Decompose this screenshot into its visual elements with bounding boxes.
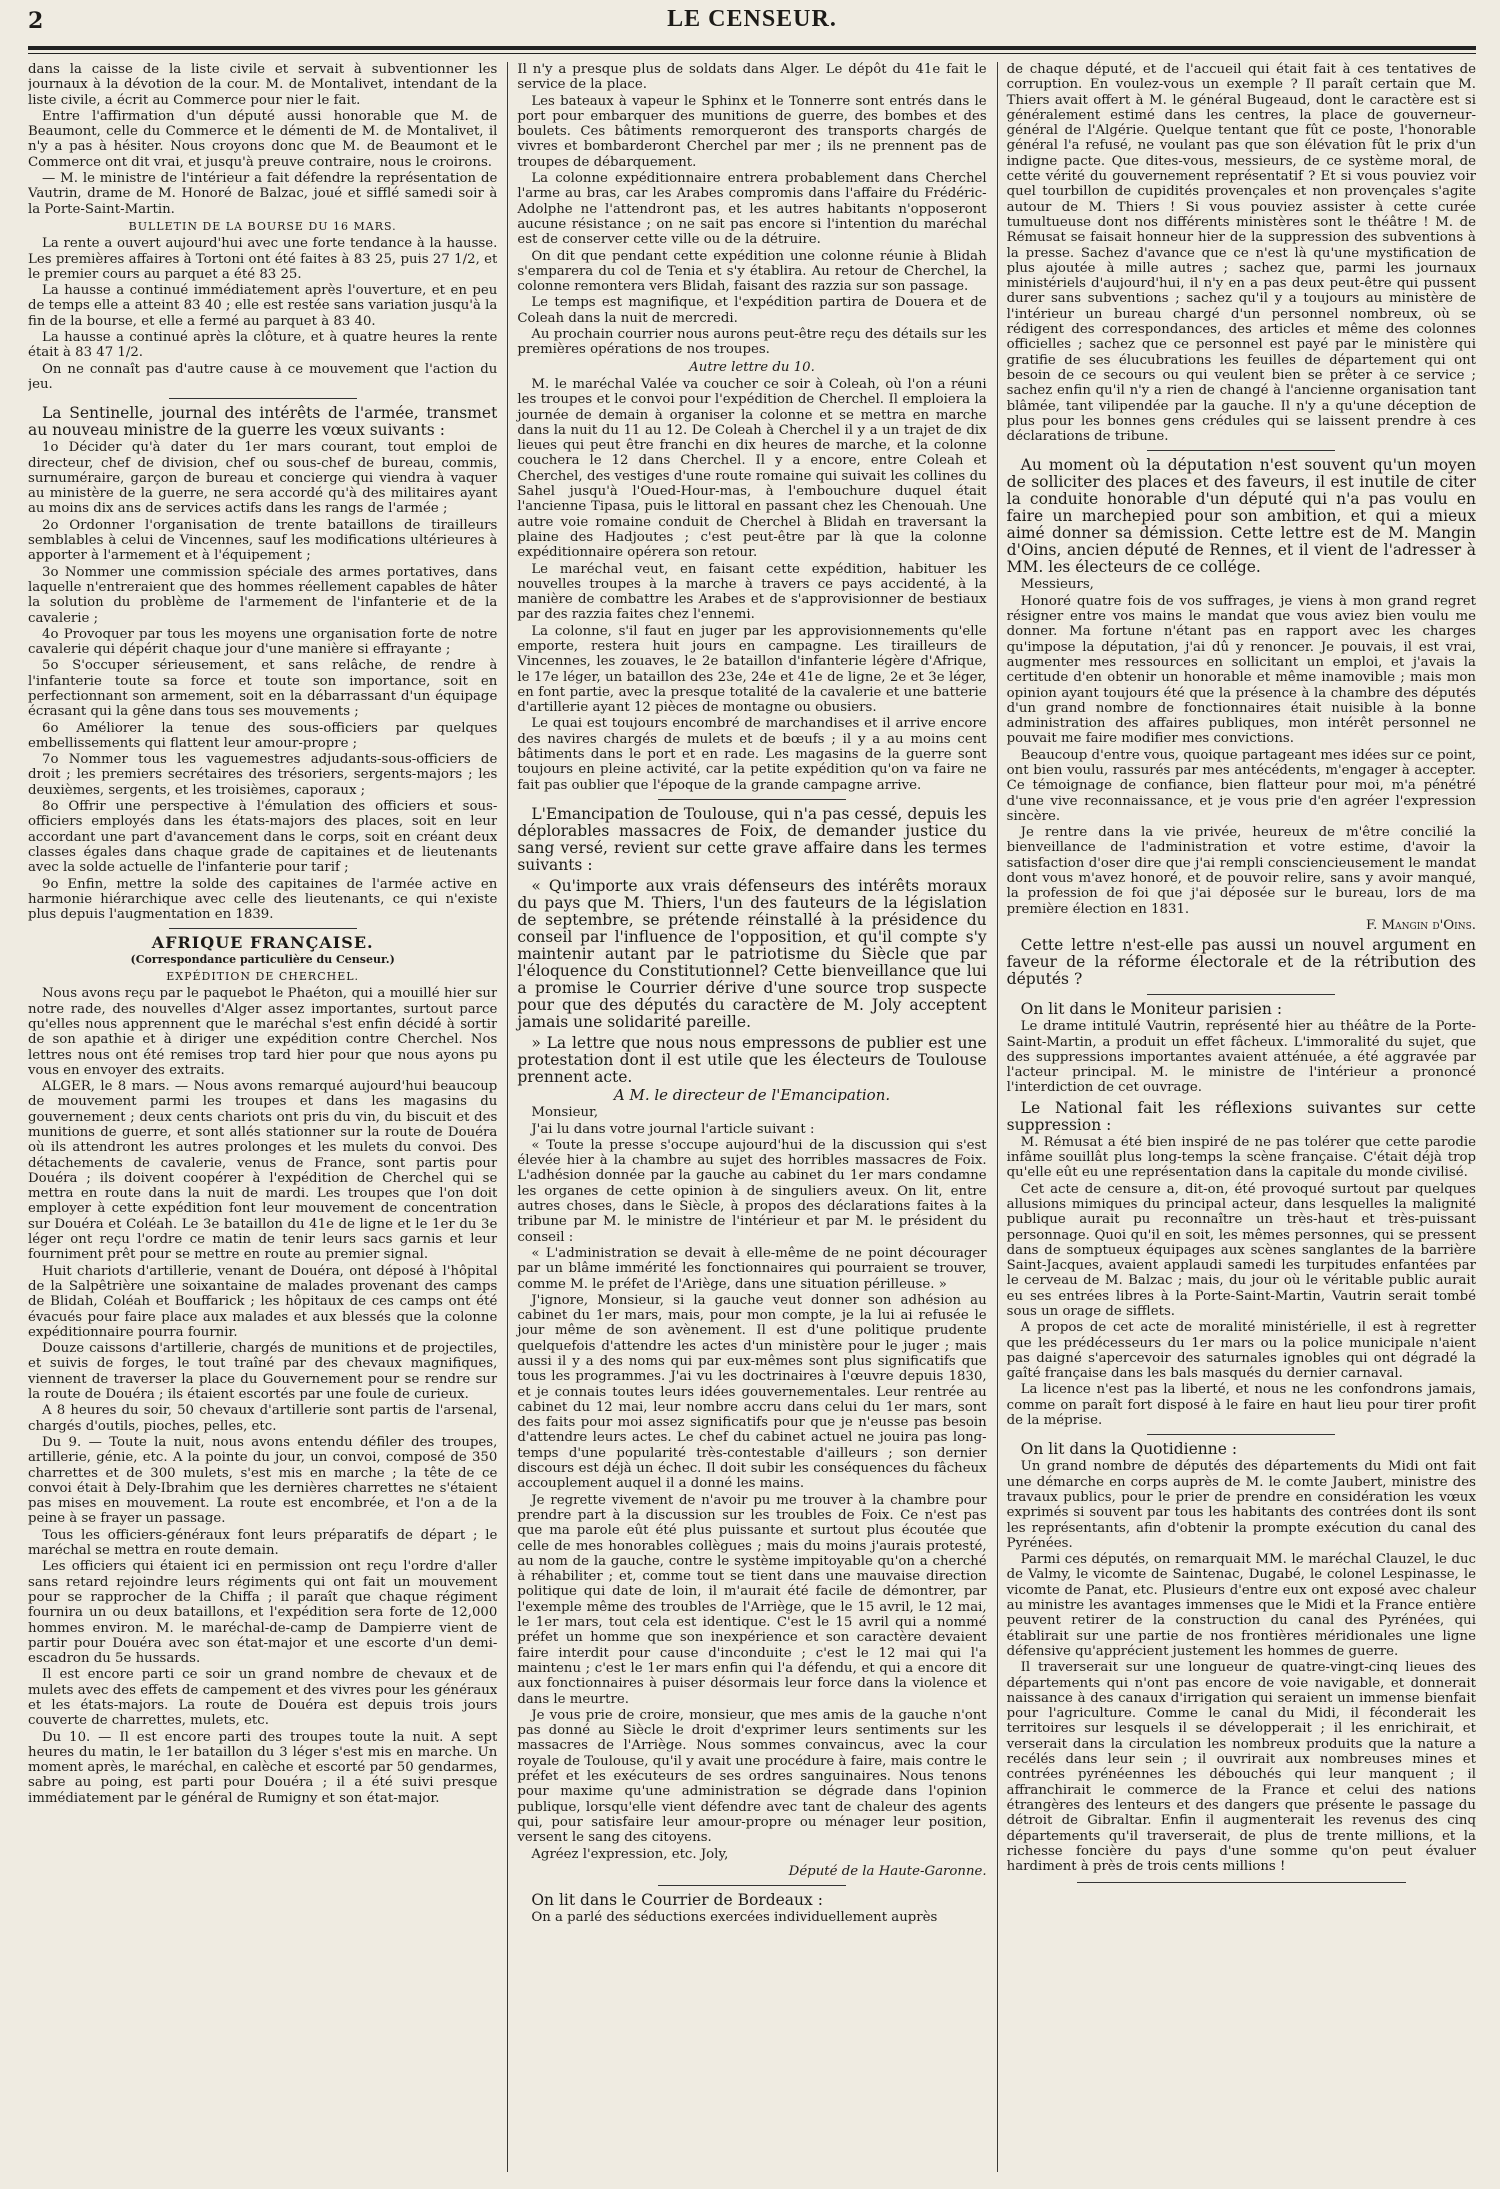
article-paragraph: 9o Enfin, mettre la solde des capitaines de l'armée active en harmonie hiérarchique avec celle des lieutenants, ce qui n'existe plus depuis l'augmentation en 1839. <box>28 876 498 923</box>
article-paragraph: 5o S'occuper sérieusement, et sans relâche, de rendre à l'infanterie toute sa force et toute son importance, soit en perfectionnant son armement, soit en la débarrassant d'un équipage écrasant qui la gêne dans tous ses mouvements ; <box>28 658 498 720</box>
article-paragraph: La licence n'est pas la liberté, et nous ne les confondrons jamais, comme on paraît fort disposé à le faire en haut lieu pour tirer profit de la méprise. <box>1006 1382 1476 1429</box>
article-paragraph: On dit que pendant cette expédition une colonne réunie à Blidah s'emparera du col de Tenia et s'y établira. Au retour de Cherchel, la colonne remontera vers Blidah, faisant des razzia sur son passage. <box>517 248 987 295</box>
masthead-title: LE CENSEUR. <box>667 6 837 32</box>
article-paragraph: 8o Offrir une perspective à l'émulation des officiers et sous-officiers employés dans les états-majors des places, soit en leur accordant une part d'avancement dans le corps, soit en créant deux classes égales dans chaque grade de capitaines et de lieutenants avec la solde actuelle de l'infanterie pour tarif ; <box>28 799 498 876</box>
header-rule-thick <box>28 46 1476 50</box>
article-paragraph: Huit chariots d'artillerie, venant de Douéra, ont déposé à l'hôpital de la Salpêtrière une soixantaine de malades provenant des camps de Blidah, Coléah et Bouffarick ; les hôpitaux de ces camps ont été évacués pour faire place aux malades et aux blessés que la colonne expéditionnaire pourra fournir. <box>28 1263 498 1340</box>
article-paragraph: » La lettre que nous nous empressons de publier est une protestation dont il est utile que les électeurs de Toulouse prennent acte. <box>517 1033 987 1086</box>
section-divider <box>658 799 846 800</box>
column-3 <box>997 62 1476 2172</box>
article-heading: BULLETIN DE LA BOURSE DU 16 MARS. <box>128 219 397 233</box>
article-paragraph: La Sentinelle, journal des intérêts de l'armée, transmet au nouveau ministre de la guerre les vœux suivants : <box>28 404 498 440</box>
article-paragraph: 3o Nommer une commission spéciale des armes portatives, dans laquelle n'entreraient que des hommes réellement capables de hâter la solution du problème de l'armement de l'infanterie et de la cavalerie ; <box>28 564 498 626</box>
article-paragraph: Le drame intitulé Vautrin, représenté hier au théâtre de la Porte-Saint-Martin, a produit un effet fâcheux. L'immoralité du sujet, que des suppressions importantes avaient atténuée, a été aggravée par l'acteur principal. M. le ministre de l'intérieur a prononcé l'interdiction de cet ouvrage. <box>1006 1019 1476 1096</box>
section-divider <box>169 398 357 399</box>
article-paragraph: Le temps est magnifique, et l'expédition partira de Douera et de Coleah dans la nuit de mercredi. <box>517 295 987 326</box>
article-paragraph: Le maréchal veut, en faisant cette expédition, habituer les nouvelles troupes à la marche à travers ce pays accidenté, à la manière de combattre les Arabes et de s'approvisionner de bestiaux par des razzia faites chez l'ennemi. <box>517 561 987 623</box>
article-paragraph: dans la caisse de la liste civile et servait à subventionner les journaux à la dévotion de la cour. M. de Montalivet, intendant de la liste civile, a écrit au Commerce pour nier le fait. <box>28 62 498 108</box>
italic-line: A M. le directeur de l'Emancipation. <box>613 1085 891 1104</box>
article-paragraph: La colonne, s'il faut en juger par les approvisionnements qu'elle emporte, restera huit jours en campagne. Les tirailleurs de Vincennes, les zouaves, le 2e bataillon d'infanterie légère d'Afrique, le 17e léger, un bataillon des 23e, 24e et 41e de ligne, 2e et 3e léger, en font partie, avec la presque totalité de la cavalerie et une batterie d'artillerie ayant 12 pièces de montagne ou obusiers. <box>517 623 987 716</box>
column-1 <box>28 62 497 2172</box>
article-paragraph: On lit dans le Moniteur parisien : <box>1020 1000 1283 1019</box>
article-paragraph: M. le maréchal Valée va coucher ce soir à Coleah, où l'on a réuni les troupes et le convoi pour l'expédition de Cherchel. Il emploiera la journée de demain à organiser la colonne et se mettra en marche dans la nuit du 11 au 12. De Coleah à Cherchel il y a un trajet de dix lieues qui peut être franchi en dix heures de marche, et la colonne couchera le 12 dans Cherchel. Il y a encore, entre Coleah et Cherchel, des vestiges d'une route romaine qui suivait les collines du Sahel jusqu'à l'Oued-Hour-mas, à l'embouchure duquel était l'ancienne Tipasa, puis le littoral en passant chez les Chenouah. Une autre voie romaine conduit de Cherchel à Blidah en traversant la plaine des Hadjoutes ; c'est peut-être par là que la colonne expéditionnaire opérera son retour. <box>517 376 987 561</box>
article-paragraph: « Qu'importe aux vrais défenseurs des intérêts moraux du pays que M. Thiers, l'un des fauteurs de la législation de septembre, se prétende réinstallé à la présidence du conseil par l'influence de l'opposition, et qu'il compte s'y maintenir autant par le patriotisme du Siècle que par l'éloquence du Constitutionnel? Cette bienveillance que lui a promise le Courrier dérive d'une source trop suspecte pour que des députés du caractère de M. Joly acceptent jamais une solidarité pareille. <box>517 876 987 1031</box>
article-paragraph: Au moment où la députation n'est souvent qu'un moyen de solliciter des places et des faveurs, il est inutile de citer la conduite honorable d'un député qui n'a pas voulu en faire un marchepied pour son ambition, et qui a mieux aimé donner sa démission. Cette lettre est de M. Mangin d'Oins, ancien député de Rennes, et il vient de l'adresser à MM. les électeurs de ce collége. <box>1006 456 1476 577</box>
article-paragraph: Douze caissons d'artillerie, chargés de munitions et de projectiles, et suivis de forges, le tout traîné par des chevaux magnifiques, viennent de traverser la place du Gouvernement pour se rendre sur la route de Douéra ; ils étaient escortés par une foule de curieux. <box>28 1341 498 1403</box>
article-paragraph: Honoré quatre fois de vos suffrages, je viens à mon grand regret résigner entre vos mains le mandat que vous aviez bien voulu me donner. Ma fortune n'étant pas en rapport avec les charges qu'impose la députation, j'ai dû y renoncer. Je pouvais, il est vrai, augmenter mes ressources en sollicitant un emploi, et j'avais la certitude d'en obtenir un honorable et même inamovible ; mais mon opinion ayant toujours été que la présence à la chambre des députés d'un grand nombre de fonctionnaires était nuisible à la bonne administration des affaires publiques, mon intérêt personnel ne pouvait me faire modifier mes convictions. <box>1006 593 1476 747</box>
article-paragraph: Cette lettre n'est-elle pas aussi un nouvel argument en faveur de la réforme électorale et de la rétribution des députés ? <box>1006 936 1476 989</box>
article-paragraph: M. Rémusat a été bien inspiré de ne pas tolérer que cette parodie infâme souillât plus long-temps la scène française. C'était déjà trop qu'elle eût eu une représentation dans la capitale du monde civilisé. <box>1006 1134 1476 1181</box>
article-paragraph: On a parlé des séductions exercées individuellement auprès <box>531 1910 938 1926</box>
article-paragraph: On lit dans le Courrier de Bordeaux : <box>531 1891 823 1910</box>
italic-line: Député de la Haute-Garonne. <box>788 1863 987 1879</box>
article-paragraph: 1o Décider qu'à dater du 1er mars courant, tout emploi de directeur, chef de division, chef ou sous-chef de bureau, commis, surnuméraire, garçon de bureau et concierge qui viendra à vaquer au ministère de la guerre, ne sera accordé qu'à des militaires ayant au moins dix ans de services actifs dans les rangs de l'armée ; <box>28 440 498 517</box>
article-paragraph: Il est encore parti ce soir un grand nombre de chevaux et de mulets avec des effets de campement et des vivres pour les généraux et les états-majors. La route de Douéra est depuis trois jours couverte de charrettes, mulets, etc. <box>28 1667 498 1729</box>
article-heading: EXPÉDITION DE CHERCHEL. <box>166 970 360 984</box>
article-paragraph: 4o Provoquer par tous les moyens une organisation forte de notre cavalerie qui dépérit chaque jour d'une manière si effrayante ; <box>28 626 498 658</box>
section-divider <box>1077 1882 1406 1883</box>
article-paragraph: La hausse a continué après la clôture, et à quatre heures la rente était à 83 47 1/2. <box>28 330 498 361</box>
article-paragraph: ALGER, le 8 mars. — Nous avons remarqué aujourd'hui beaucoup de mouvement parmi les troupes et dans les magasins du gouvernement ; deux cents chariots ont pris du vin, du biscuit et des munitions de guerre, et sont allés stationner sur la route de Douéra où ils attendront les autres prolonges et les mulets du convoi. Des détachements de cavalerie, venus de France, sont partis pour Douéra ; ils doivent coopérer à l'expédition de Cherchel qui se mettra en route dans la nuit de mardi. Les troupes que l'on doit employer à cette expédition font leur mouvement de concentration sur Douéra et Coléah. Le 3e bataillon du 41e de ligne et le 1er du 3e léger ont reçu l'ordre ce matin de tenir leurs sacs garnis et leur fourniment prêt pour se mettre en route au premier signal. <box>28 1079 498 1263</box>
section-subheading: (Correspondance particulière du Censeur.) <box>130 952 395 966</box>
article-paragraph: Beaucoup d'entre vous, quoique partageant mes idées sur ce point, ont bien voulu, rassurés par mes antécédents, m'engager à accepter. Ce témoignage de confiance, bien flatteur pour moi, m'a pénétré d'une vive reconnaissance, et je vous prie d'en agréer l'expression sincère. <box>1006 747 1476 824</box>
article-paragraph: La colonne expéditionnaire entrera probablement dans Cherchel l'arme au bras, car les Arabes compromis dans l'affaire du Frédéric-Adolphe ne l'attendront pas, et les autres habitants n'opposeront aucune résistance ; on ne sait pas encore si l'intention du maréchal est de conserver cette ville ou de la détruire. <box>517 171 987 248</box>
article-paragraph: On lit dans la Quotidienne : <box>1020 1440 1238 1459</box>
article-paragraph: Du 9. — Toute la nuit, nous avons entendu défiler des troupes, artillerie, génie, etc. A la pointe du jour, un convoi, composé de 350 charrettes et de 300 mulets, s'est mis en marche ; la tête de ce convoi était à Dely-Ibrahim que les dernières charrettes ne s'étaient pas mises en mouvement. La route est encombrée, et l'on a de la peine à se frayer un passage. <box>28 1434 498 1527</box>
page-header <box>28 6 1476 44</box>
column-2 <box>507 62 986 2172</box>
article-paragraph: Il traverserait sur une longueur de quatre-vingt-cinq lieues des départements qui n'ont pas encore de voie navigable, et donnerait naissance à des canaux d'irrigation qui seraient un immense bienfait pour l'agriculture. Comme le canal du Midi, il féconderait les territoires sur lesquels il se développerait ; il les enrichirait, et verserait dans la circulation les nombreux produits que la nature a recélés dans leur sein ; il ouvrirait aux nombreuses mines et contrées pyrénéennes les débouchés qui leur manquent ; il affranchirait le commerce de la France et celui des nations étrangères des lenteurs et des dangers que présente le passage du détroit de Gibraltar. Enfin il augmenterait les revenus des cinq départements qu'il traverserait, de plus de trente millions, et la richesse foncière du pays d'une somme qu'on peut évaluer hardiment à près de trois cents millions ! <box>1006 1660 1476 1875</box>
section-divider <box>658 1885 846 1886</box>
section-divider <box>1147 450 1335 451</box>
columns <box>28 62 1476 2172</box>
article-paragraph: Il n'y a presque plus de soldats dans Alger. Le dépôt du 41e fait le service de la place. <box>517 62 987 93</box>
article-paragraph: Les officiers qui étaient ici en permission ont reçu l'ordre d'aller sans retard rejoindre leurs régiments qui ont fait un mouvement pour se rapprocher de la Chiffa ; il paraît que chaque régiment fournira un ou deux bataillons, et l'expédition sera forte de 12,000 hommes environ. M. le maréchal-de-camp de Dampierre vient de partir pour Douéra avec son état-major et une escorte d'un demi-escadron du 5e hussards. <box>28 1559 498 1667</box>
article-paragraph: Le National fait les réflexions suivantes sur cette suppression : <box>1006 1098 1476 1134</box>
article-paragraph: Nous avons reçu par le paquebot le Phaéton, qui a mouillé hier sur notre rade, des nouvelles d'Alger assez importantes, surtout parce qu'elles nous apprennent que le maréchal s'est enfin décidé à sortir de son apathie et à diriger une expédition contre Cherchel. Nos lettres nous ont été remises trop tard hier pour que nous ayons pu vous en envoyer des extraits. <box>28 986 498 1078</box>
article-paragraph: Je regrette vivement de n'avoir pu me trouver à la chambre pour prendre part à la discussion sur les troubles de Foix. Ce n'est pas que ma parole eût été plus puissante et surtout plus écoutée que celle de mes honorables collègues ; mais du moins j'aurais protesté, au nom de la gauche, contre le système impitoyable qu'on a cherché à réhabiliter ; et, comme tout se tient dans une mauvaise direction politique qui date de loin, il m'aurait été facile de démontrer, par l'exemple même des troubles de l'Arriège, que le 15 avril, le 12 mai, le 1er mars, tout cela est identique. C'est le 15 avril qui a nommé préfet un homme que son inexpérience et son caractère devaient faire interdit pour cause d'inconduite ; c'est le 12 mai qui l'a maintenu ; c'est le 1er mars enfin qui l'a défendu, et qui a encore dit aux fonctionnaires à puiser désormais leur force dans la violence et dans le meurtre. <box>517 1492 987 1707</box>
article-paragraph: de chaque député, et de l'accueil qui était fait à ces tentatives de corruption. En voulez-vous un exemple ? Il paraît certain que M. Thiers avait offert à M. le général Bugeaud, dont le caractère est si généralement estimé dans les centres, la place de gouverneur-général de l'Algérie. Quelque tentant que fût ce poste, l'honorable général l'a refusé, ne voulant pas que son élévation fût le prix d'un indigne pacte. Que dites-vous, messieurs, de ce système moral, de cette vérité du gouvernement représentatif ? Et si vous pouviez voir quel tourbillon de cupidités provençales et non provençales s'agite autour de M. Thiers ! Si vous pouviez assister à cette curée tumultueuse dont nos différents ministères sont le théâtre ! M. de Rémusat se faisait honneur hier de la suppression des subventions à la presse. Sachez d'avance que ce n'est là qu'une mystification de plus ajoutée à mille autres ; sachez que, parmi les journaux ministériels d'aujourd'hui, il n'y en a pas deux peut-être qui pussent durer sans subventions ; sachez qu'il y a toujours au ministère de l'intérieur un bureau chargé d'un personnel nombreux, où se rédigent des correspondances, des articles et même des colonnes officielles ; sachez que ce personnel est payé par le ministère qui gratifie de ses élucubrations les feuilles de département qui ont besoin de ce secours ou qui veulent bien se prêter à ce service ; sachez enfin qu'il n'y a rien de changé à l'ancienne organisation tant blâmée, tant vilipendée par la gauche. Il n'y a qu'une déception de plus pour les bonnes gens crédules qui se laissent prendre à ces déclarations de tribune. <box>1006 62 1476 445</box>
article-paragraph: 2o Ordonner l'organisation de trente bataillons de tirailleurs semblables à celui de Vincennes, sauf les modifications ultérieures à apporter à l'armement et à l'équipement ; <box>28 517 498 564</box>
section-heading: AFRIQUE FRANÇAISE. <box>151 933 374 953</box>
article-paragraph: A 8 heures du soir, 50 chevaux d'artillerie sont partis de l'arsenal, chargés d'outils, pioches, pelles, etc. <box>28 1403 498 1434</box>
article-paragraph: J'ignore, Monsieur, si la gauche veut donner son adhésion au cabinet du 1er mars, mais, pour mon compte, je la lui ai refusée le jour même de son avènement. Il est d'une politique prudente quelquefois d'attendre les actes d'un ministère pour le juger ; mais aussi il y a des noms qui par eux-mêmes sont plus significatifs que tous les programmes. J'ai vu les doctrinaires à l'œuvre depuis 1830, et je connais toutes leurs idées gouvernementales. Leur rentrée au cabinet du 12 mai, leur nombre accru dans celui du 1er mars, sont des faits pour moi assez significatifs pour que je n'eusse pas besoin d'attendre leurs actes. Le chef du cabinet actuel ne jouira pas long-temps d'une popularité très-contestable d'ailleurs ; son dernier discours est déjà un échec. Il doit subir les conséquences du fâcheux accouplement auquel il a donné les mains. <box>517 1292 987 1492</box>
article-paragraph: Le quai est toujours encombré de marchandises et il arrive encore des navires chargés de mulets et de bœufs ; il y a au moins cent bâtiments dans le port et en rade. Les magasins de la guerre sont toujours en pleine activité, car la petite expédition qu'on va faire ne fait pas oublier que l'époque de la grande campagne arrive. <box>517 716 987 793</box>
page-number: 2 <box>28 8 44 34</box>
article-paragraph: « L'administration se devait à elle-même de ne point décourager par un blâme immérité les fonctionnaires qui pourraient se trouver, comme M. le préfet de l'Ariège, dans une situation périlleuse. » <box>517 1245 987 1292</box>
section-divider <box>1147 1434 1335 1435</box>
article-paragraph: Un grand nombre de députés des départements du Midi ont fait une démarche en corps auprès de M. le comte Jaubert, ministre des travaux publics, pour le prier de prendre en considération les vœux exprimés si souvent par tous les habitants des contrées dont ils sont les représentants, afin d'obtenir la prompte exécution du canal des Pyrénées. <box>1006 1459 1476 1551</box>
signature-line: F. Mangin d'Oins. <box>1365 917 1476 933</box>
article-paragraph: L'Emancipation de Toulouse, qui n'a pas cessé, depuis les déplorables massacres de Foix, de demander justice du sang versé, revient sur cette grave affaire dans les termes suivants : <box>517 804 987 874</box>
article-paragraph: La rente a ouvert aujourd'hui avec une forte tendance à la hausse. Les premières affaires à Tortoni ont été faites à 83 25, puis 27 1/2, et le premier cours au parquet a été 83 25. <box>28 236 498 282</box>
article-paragraph: A propos de cet acte de moralité ministérielle, il est à regretter que les prédécesseurs du 1er mars ou la police municipale n'aient pas daigné s'apercevoir des saturnales ignobles qui ont dégradé la gaîté française dans les bals masqués du dernier carnaval. <box>1006 1320 1476 1382</box>
section-divider <box>169 928 357 929</box>
article-paragraph: 7o Nommer tous les vaguemestres adjudants-sous-officiers de droit ; les premiers secrétaires des trésoriers, sergents-majors ; les deuxièmes, sergents, et les troisièmes, caporaux ; <box>28 752 498 798</box>
article-paragraph: Parmi ces députés, on remarquait MM. le maréchal Clauzel, le duc de Valmy, le vicomte de Saintenac, Dugabé, le colonel Lespinasse, le vicomte de Panat, etc. Plusieurs d'entre eux ont exposé avec chaleur au ministre les avantages immenses que le Midi et la France entière peuvent retirer de la construction du canal des Pyrénées, qui établirait sur une partie de nos frontières méridionales une ligne défensive qu'apprécient justement les hommes de guerre. <box>1006 1552 1476 1659</box>
italic-line: Autre lettre du 10. <box>689 359 815 375</box>
article-paragraph: « Toute la presse s'occupe aujourd'hui de la discussion qui s'est élevée hier à la chambre au sujet des horribles massacres de Foix. L'adhésion donnée par la gauche au cabinet du 1er mars condamne les organes de cette opinion à de singuliers aveux. On lit, entre autres choses, dans le Siècle, à propos des déclarations faites à la tribune par M. le ministre de l'intérieur et par M. le président du conseil : <box>517 1137 987 1245</box>
article-paragraph: J'ai lu dans votre journal l'article suivant : <box>531 1121 815 1137</box>
article-paragraph: Au prochain courrier nous aurons peut-être reçu des détails sur les premières opérations de nos troupes. <box>517 327 987 358</box>
header-rule-thin <box>28 53 1476 54</box>
article-paragraph: Je vous prie de croire, monsieur, que mes amis de la gauche n'ont pas donné au Siècle le droit d'exprimer leurs sentiments sur les massacres de l'Arriège. Nous sommes convaincus, avec la cour royale de Toulouse, qu'il y avait une procédure à faire, mais contre le préfet et les exécuteurs de ses ordres sanguinaires. Nous tenons pour maxime qu'une administration se dégrade dans l'opinion publique, lorsqu'elle vient défendre avec tant de chaleur des agents qui, pour satisfaire leur amour-propre ou ménager leur position, versent le sang des citoyens. <box>517 1707 987 1846</box>
article-paragraph: La hausse a continué immédiatement après l'ouverture, et en peu de temps elle a atteint 83 40 ; elle est restée sans variation jusqu'à la fin de la bourse, et elle a fermé au parquet à 83 40. <box>28 283 498 329</box>
article-paragraph: 6o Améliorer la tenue des sous-officiers par quelques embellissements qui flattent leur amour-propre ; <box>28 720 498 751</box>
article-paragraph: Cet acte de censure a, dit-on, été provoqué surtout par quelques allusions mimiques du principal acteur, dans lesquelles la malignité publique aurait pu reconnaître un très-haut et très-puissant personnage. Quoi qu'il en soit, les mêmes personnes, qui se pressent dans de somptueux équipages aux scènes sanglantes de la barrière Saint-Jacques, avaient applaudi samedi les turpitudes enfantées par le cerveau de M. Balzac ; mais, du jour où le véritable public aurait eu ses entrées libres à la Porte-Saint-Martin, Vautrin serait tombé sous un orage de sifflets. <box>1006 1181 1476 1319</box>
article-paragraph: — M. le ministre de l'intérieur a fait défendre la représentation de Vautrin, drame de M. Honoré de Balzac, joué et sifflé samedi soir à la Porte-Saint-Martin. <box>28 171 498 217</box>
article-paragraph: Je rentre dans la vie privée, heureux de m'être concilié la bienveillance de l'administration et votre estime, d'avoir la satisfaction d'oser dire que j'ai rempli consciencieusement le mandat dont vous m'avez honoré, et de pouvoir relire, sans y avoir manqué, la profession de foi que j'ai déposée sur le bureau, lors de ma première élection en 1831. <box>1006 825 1476 917</box>
article-paragraph: Messieurs, <box>1020 577 1094 593</box>
section-divider <box>1147 994 1335 995</box>
article-paragraph: Tous les officiers-généraux font leurs préparatifs de départ ; le maréchal se mettra en route demain. <box>28 1527 498 1559</box>
article-paragraph: Du 10. — Il est encore parti des troupes toute la nuit. A sept heures du matin, le 1er bataillon du 3 léger s'est mis en marche. Un moment après, le maréchal, en calèche et escorté par 50 gendarmes, sabre au poing, est parti pour Douéra ; il a été suivi presque immédiatement par le général de Rumigny et son état-major. <box>28 1729 498 1806</box>
article-paragraph: Agréez l'expression, etc. Joly, <box>531 1846 729 1862</box>
article-paragraph: On ne connaît pas d'autre cause à ce mouvement que l'action du jeu. <box>28 361 498 392</box>
article-paragraph: Les bateaux à vapeur le Sphinx et le Tonnerre sont entrés dans le port pour embarquer des munitions de guerre, des bombes et des boulets. Ces bâtiments remorqueront des transports chargés de vivres et bombarderont Cherchel par mer ; ils ne prennent pas de troupes de débarquement. <box>517 93 987 170</box>
article-paragraph: Monsieur, <box>531 1105 599 1121</box>
article-paragraph: Entre l'affirmation d'un député aussi honorable que M. de Beaumont, celle du Commerce et le démenti de M. de Montalivet, il n'y a pas à hésiter. Nous croyons donc que M. de Beaumont et le Commerce ont dit vrai, et jusqu'à preuve contraire, nous le croirons. <box>28 108 498 170</box>
